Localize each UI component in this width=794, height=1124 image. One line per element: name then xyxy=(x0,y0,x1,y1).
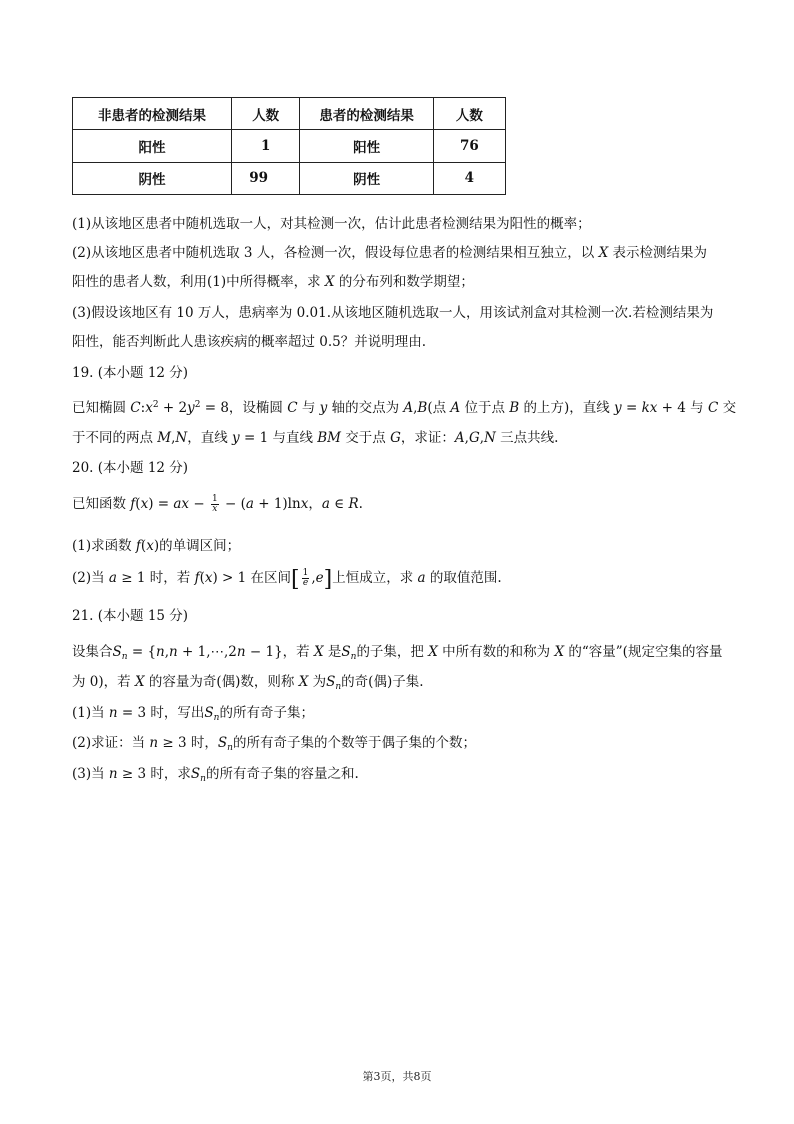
q18-part2-line2: 阳性的患者人数，利用(1)中所得概率，求 X 的分布列和数学期望； xyxy=(72,274,474,290)
table-header-cell: 患者的检测结果 xyxy=(300,98,433,130)
q18-part2-line1: (2)从该地区患者中随机选取 3 人，各检测一次，假设每位患者的检测结果相互独立，以 X 表示检测结果为 xyxy=(72,245,708,261)
table-header-cell: 非患者的检测结果 xyxy=(73,98,232,130)
table-header-row xyxy=(73,98,506,130)
q21-part2: (2)求证：当 n ≥ 3 时，$S_n$的所有奇子集的个数等于偶子集的个数； xyxy=(72,735,476,753)
q20-line1: 已知函数 f(x) = ax − $\frac{1}{x}$ − (a + 1)lnx，a ∈ R. xyxy=(72,494,363,514)
table-cell: 99 xyxy=(231,162,300,194)
table-header-cell: 人数 xyxy=(433,98,505,130)
q18-part3-line2: 阳性，能否判断此人患该疾病的概率超过 0.5？并说明理由. xyxy=(72,334,427,350)
q18-part1: (1)从该地区患者中随机选取一人，对其检测一次，估计此患者检测结果为阳性的概率； xyxy=(72,216,591,232)
page-footer: 第3页，共8页 xyxy=(362,1070,432,1083)
q20-part2: (2)当 a ≥ 1 时，若 f(x) > 1 在区间[ $\frac{1}{e}$ ,e]上恒成立，求 a 的取值范围. xyxy=(72,567,502,592)
q18-part3-line1: (3)假设该地区有 10 万人，患病率为 0.01.从该地区随机选取一人，用该试剂盒对其检测一次.若检测结果为 xyxy=(72,305,714,321)
q21-part1: (1)当 n = 3 时，写出$S_n$的所有奇子集； xyxy=(72,705,314,723)
table-row xyxy=(73,130,506,162)
table-cell: 4 xyxy=(433,162,505,194)
detection-results-table xyxy=(72,97,506,195)
q21-part3: (3)当 n ≥ 3 时，求$S_n$的所有奇子集的容量之和. xyxy=(72,766,359,784)
table-cell: 76 xyxy=(433,130,505,162)
q21-line1: 设集合$S_n = \{n,n$ + 1,⋯,2n − 1}，若 X 是$S_n$的子集，把 X 中所有数的和称为 X 的“容量”(规定空集的容量 xyxy=(72,644,723,662)
q21-heading: 21. (本小题 15 分) xyxy=(72,608,189,624)
table-cell: 阳性 xyxy=(73,130,232,162)
table-cell: 阴性 xyxy=(73,162,232,194)
q19-heading: 19. (本小题 12 分) xyxy=(72,365,189,381)
table-cell: 阳性 xyxy=(300,130,433,162)
table-cell: 阴性 xyxy=(300,162,433,194)
q19-line2: 于不同的两点 M,N，直线 y = 1 与直线 BM 交于点 G，求证：A,G,N 三点共线. xyxy=(72,430,559,446)
table-cell: 1 xyxy=(231,130,300,162)
table-row xyxy=(73,162,506,194)
q21-line2: 为 0)，若 X 的容量为奇(偶)数，则称 X 为$S_n$的奇(偶)子集. xyxy=(72,674,424,692)
table-header-cell: 人数 xyxy=(231,98,300,130)
q20-heading: 20. (本小题 12 分) xyxy=(72,460,189,476)
q19-line1: 已知椭圆 $C:x^2 + 2y^2 = 8$，设椭圆 C 与 y 轴的交点为 A,B(点 A 位于点 B 的上方)，直线 y = kx + 4 与 C 交 xyxy=(72,400,737,416)
q20-part1: (1)求函数 f(x)的单调区间； xyxy=(72,538,241,554)
